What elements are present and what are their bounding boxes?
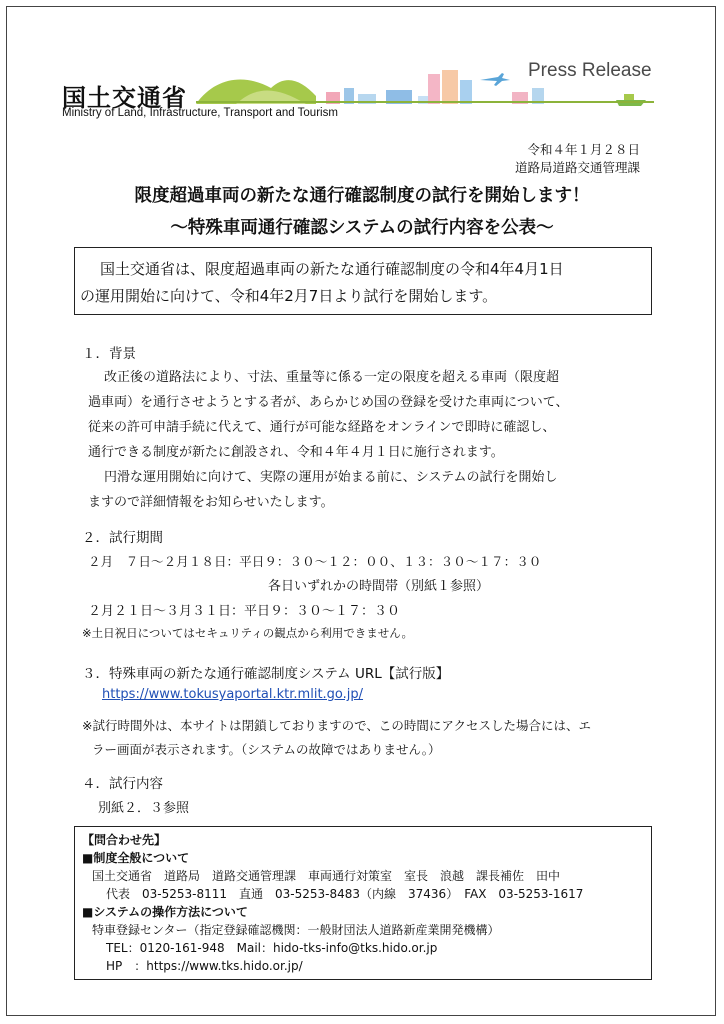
- release-date: 令和４年１月２８日: [527, 142, 640, 157]
- main-title: 限度超過車両の新たな通行確認制度の試行を開始します！: [134, 186, 590, 206]
- subtitle: 〜特殊車両通行確認システムの試行内容を公表〜: [170, 218, 554, 238]
- department: 道路局道路交通管理課: [514, 160, 640, 175]
- contact-line: 代表 03-5253-8111 直通 03-5253-8483（内線 37436） FAX 03-5253-1617: [106, 887, 584, 901]
- summary-line-1: 国土交通省は、限度超過車両の新たな通行確認制度の令和4年4月1日: [100, 260, 564, 278]
- contact-heading: ■システムの操作方法について: [82, 905, 248, 919]
- press-release-label: Press Release: [528, 60, 652, 81]
- org-name-en: Ministry of Land, Infrastructure, Transport and Tourism: [62, 107, 338, 119]
- airplane-icon: [480, 73, 510, 86]
- contact-title: 【問合わせ先】: [82, 833, 167, 847]
- trial-period-row: ２月 ７日〜２月１８日：平日９：３０〜１２：００、１３：３０〜１７：３０: [88, 554, 542, 569]
- section-1-line: 過車両）を通行させようとする者が、あらかじめ国の登録を受けた車両について、: [88, 395, 569, 410]
- trial-period-note: 各日いずれかの時間帯（別紙１参照）: [268, 579, 490, 594]
- contact-line: 特車登録センター（指定登録確認機関：一般財団法人道路新産業開発機構）: [92, 923, 500, 937]
- contact-line: TEL：0120-161-948 Mail：hido-tks-info@tks.hido.or.jp: [106, 941, 438, 955]
- org-logo-text: 国土交通省: [62, 84, 187, 112]
- contact-line: HP ：https://www.tks.hido.or.jp/: [106, 959, 303, 973]
- header-illustration: [196, 66, 658, 114]
- section-1-line: 通行できる制度が新たに創設され、令和４年４月１日に施行されます。: [88, 445, 504, 460]
- trial-period-row: ２月２１日〜３月３１日：平日９：３０〜１７：３０: [88, 604, 401, 619]
- trial-site-link[interactable]: https://www.tokusyaportal.ktr.mlit.go.jp/: [102, 687, 364, 702]
- section-2-heading: ２．試行期間: [82, 530, 163, 546]
- section-1-line: 従来の許可申請手続に代えて、通行が可能な経路をオンラインで即時に確認し、: [88, 420, 556, 435]
- section-4-body: 別紙２．３参照: [98, 801, 190, 816]
- weekend-note: ※土日祝日についてはセキュリティの観点から利用できません。: [82, 626, 413, 640]
- header-divider: [196, 101, 654, 103]
- section-1-heading: １．背景: [82, 346, 136, 362]
- closure-note: ※試行時間外は、本サイトは閉鎖しておりますので、この時間にアクセスした場合には、エ: [82, 718, 591, 733]
- contact-heading: ■制度全般について: [82, 851, 190, 865]
- closure-note: ラー画面が表示されます。（システムの故障ではありません。）: [92, 742, 441, 757]
- contact-line: 国土交通省 道路局 道路交通管理課 車両通行対策室 室長 浪越 課長補佐 田中: [92, 869, 561, 883]
- section-1-line: 改正後の道路法により、寸法、重量等に係る一定の限度を超える車両（限度超: [104, 370, 560, 385]
- section-4-heading: ４．試行内容: [82, 776, 163, 792]
- section-1-line: 円滑な運用開始に向けて、実際の運用が始まる前に、システムの試行を開始し: [104, 470, 558, 485]
- section-3-heading: ３．特殊車両の新たな通行確認制度システム URL【試行版】: [82, 666, 450, 682]
- section-1-line: ますので詳細情報をお知らせいたします。: [88, 495, 334, 510]
- summary-line-2: の運用開始に向けて、令和4年2月7日より試行を開始します。: [80, 287, 498, 305]
